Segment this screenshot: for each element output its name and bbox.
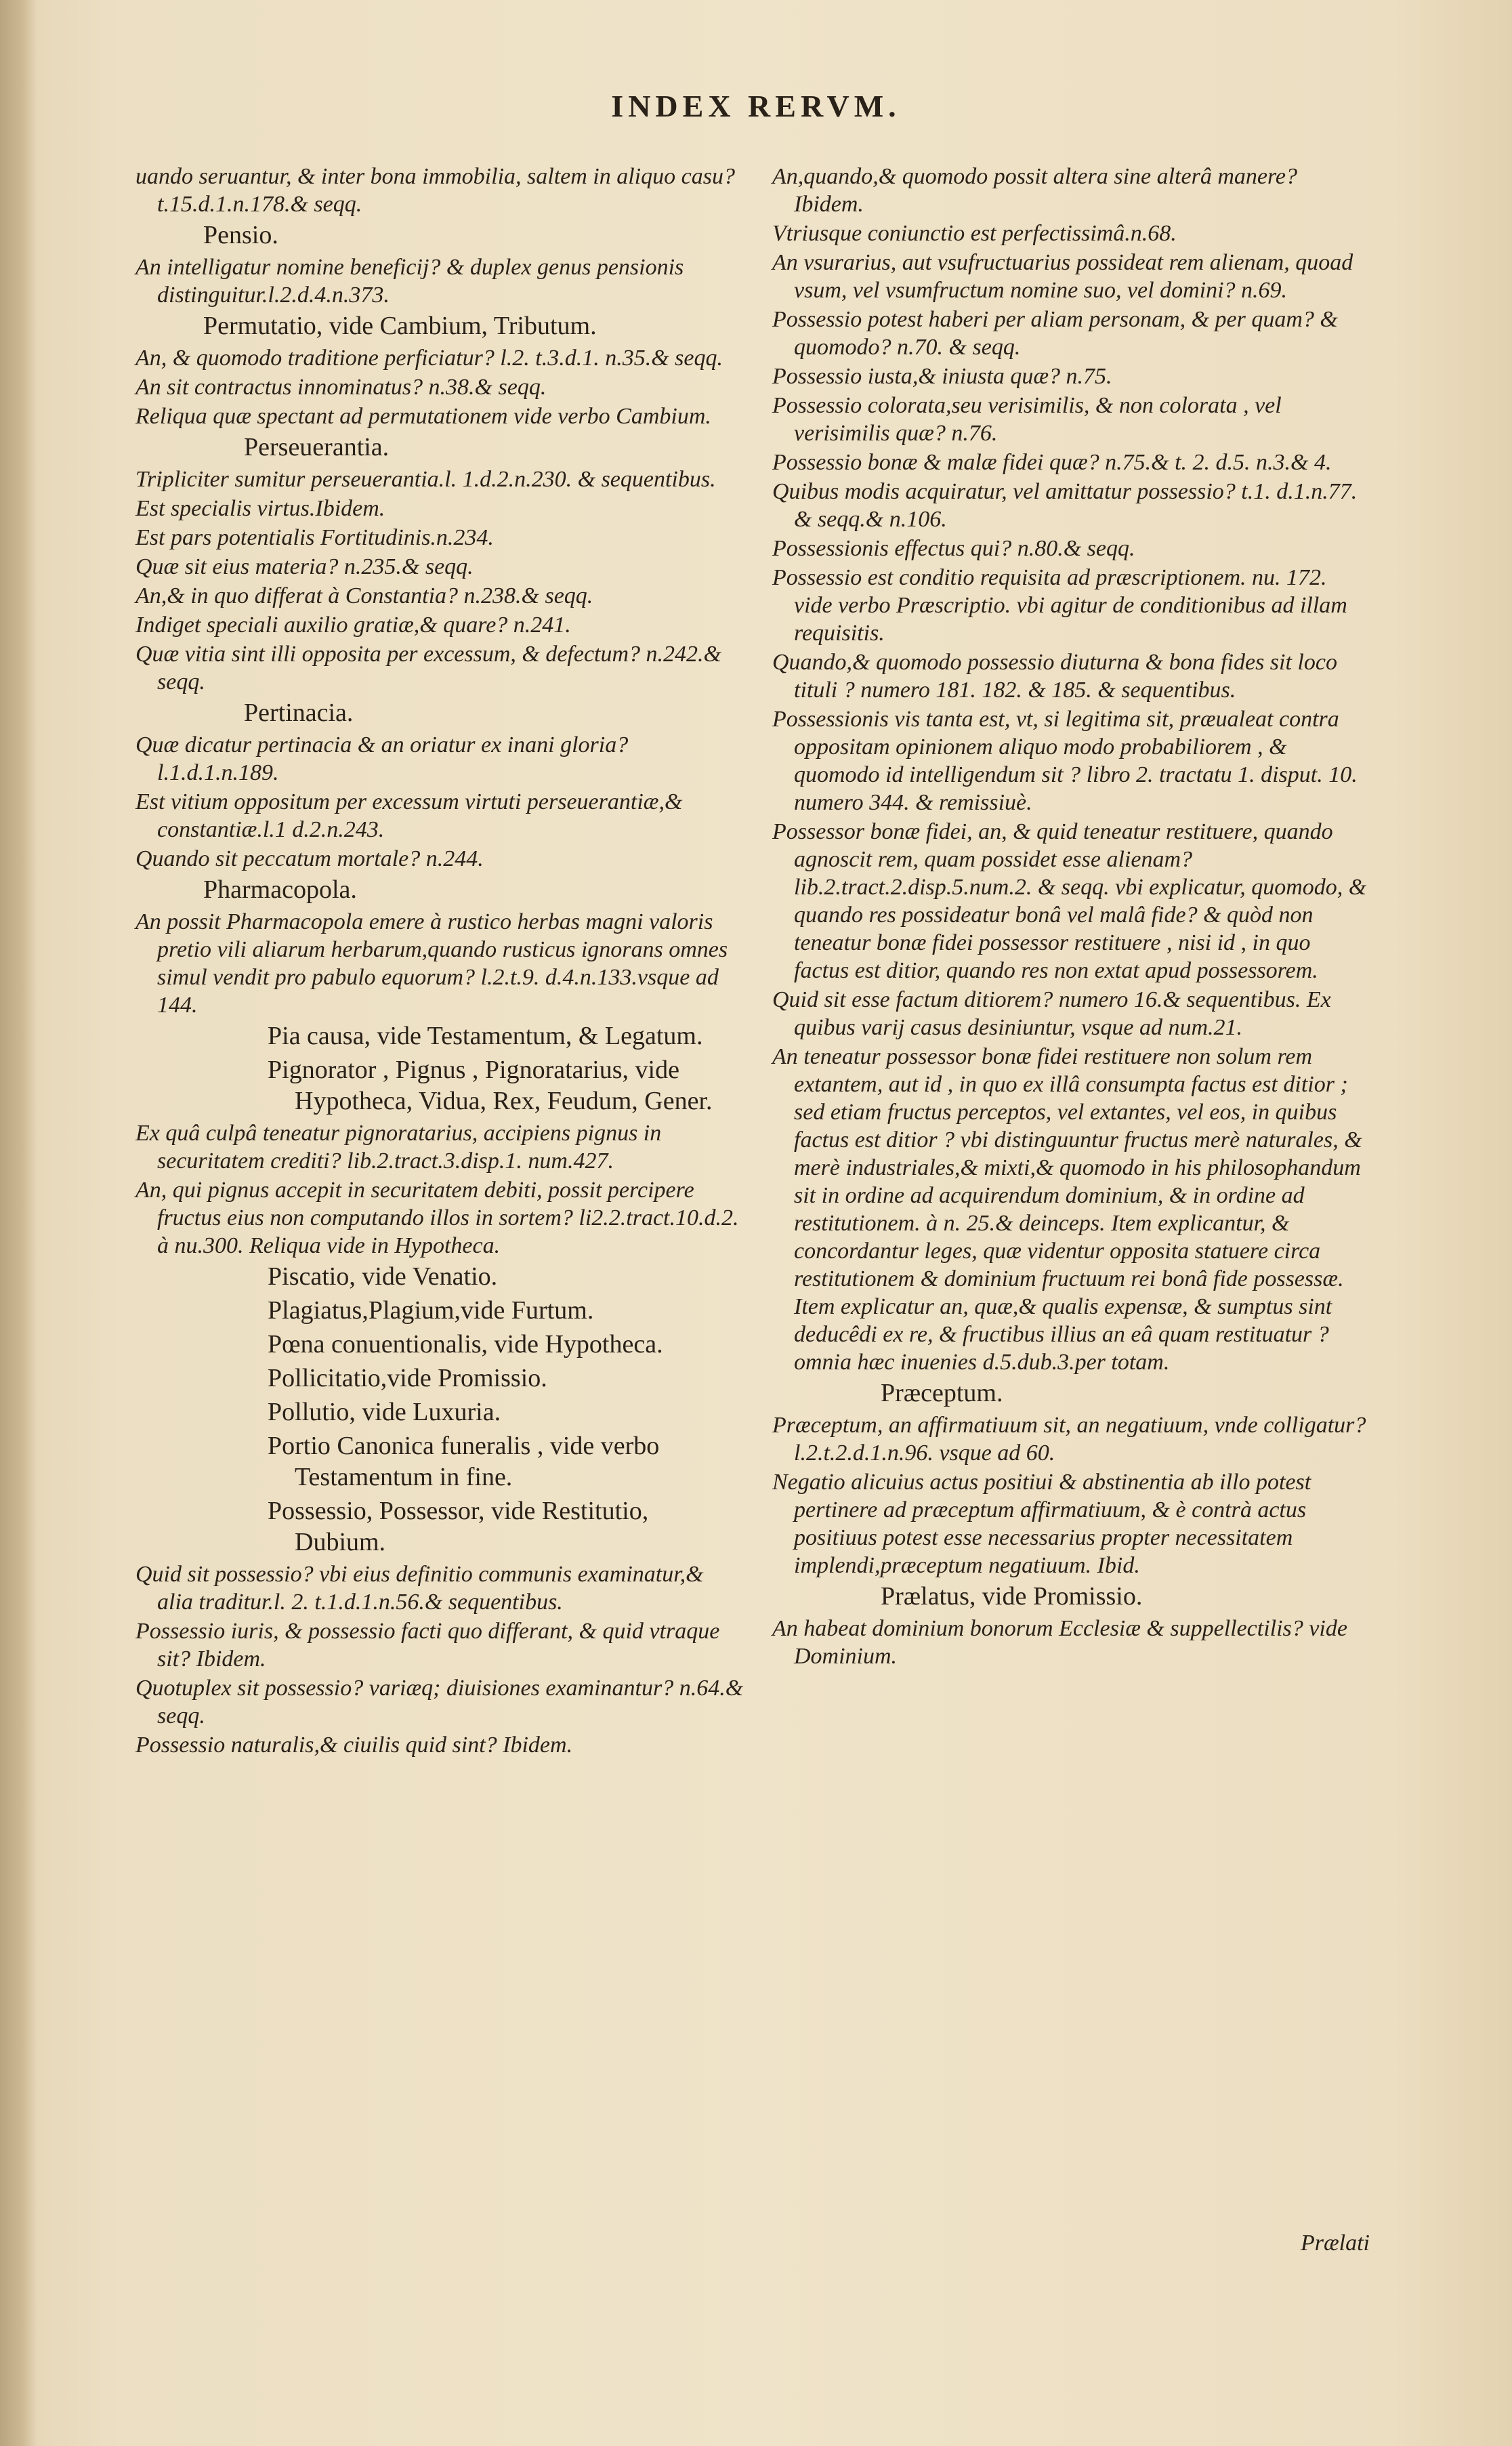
index-heading: Pertinacia. xyxy=(244,699,354,727)
index-entry: An, & quomodo traditione perficiatur? l.2. t.3.d.1. n.35.& seqq. xyxy=(135,346,723,371)
index-entry: Possessio naturalis,& ciuilis quid sint? Ibidem. xyxy=(135,1733,573,1758)
index-entry: Possessio bonæ & malæ fidei quæ? n.75.& t. 2. d.5. n.3.& 4. xyxy=(772,450,1332,475)
index-heading: Perseuerantia. xyxy=(244,433,390,461)
index-entry: Ex quâ culpâ teneatur pignoratarius, accipiens pignus in securitatem crediti? lib.2.tract.3.disp.1. num.427. xyxy=(135,1121,662,1174)
index-entry: An,quando,& quomodo possit altera sine alterâ manere? Ibidem. xyxy=(772,164,1298,217)
index-entry: Possessionis effectus qui? n.80.& seqq. xyxy=(772,536,1135,561)
index-entry: Quando,& quomodo possessio diuturna & bona fides sit loco tituli ? numero 181. 182. & 185. & sequentibus. xyxy=(772,650,1337,703)
index-entry: Possessio est conditio requisita ad præscriptionem. nu. 172. vide verbo Præscriptio. vbi agitur de conditionibus ad illam requisitis. xyxy=(772,565,1347,646)
index-entry: Negatio alicuius actus positiui & abstinentia ab illo potest pertinere ad præceptum affirmatiuum, & è contrà actus positiuus potest esse necessarius propter necessitatem implendi,præceptum negatiuum. Ibid. xyxy=(772,1470,1311,1578)
right-column xyxy=(772,163,1368,1672)
index-entry: Præceptum, an affirmatiuum sit, an negatiuum, vnde colligatur? l.2.t.2.d.1.n.96. vsque ad 60. xyxy=(772,1413,1366,1466)
index-heading: Plagiatus,Plagium,vide Furtum. xyxy=(268,1296,594,1325)
index-heading: Pœna conuentionalis, vide Hypotheca. xyxy=(268,1330,663,1359)
index-entry: Possessio iuris, & possessio facti quo differant, & quid vtraque sit? Ibidem. xyxy=(135,1619,720,1672)
index-heading: Piscatio, vide Venatio. xyxy=(268,1262,498,1291)
index-heading: Portio Canonica funeralis , vide verbo Testamentum in fine. xyxy=(268,1432,660,1491)
index-heading: Pia causa, vide Testamentum, & Legatum. xyxy=(268,1022,703,1050)
index-entry: Tripliciter sumitur perseuerantia.l. 1.d.2.n.230. & sequentibus. xyxy=(135,467,716,492)
index-entry: Quid sit esse factum ditiorem? numero 16.& sequentibus. Ex quibus varij casus desiniuntur, vsque ad num.21. xyxy=(772,987,1331,1040)
index-entry: An sit contractus innominatus? n.38.& seqq. xyxy=(135,375,547,400)
index-heading: Prælatus, vide Promissio. xyxy=(881,1582,1143,1611)
index-entry: An, qui pignus accepit in securitatem debiti, possit percipere fructus eius non computando illos in sortem? li2.2.tract.10.d.2. à nu.300. Reliqua vide in Hypotheca. xyxy=(135,1178,739,1258)
index-entry: Possessio potest haberi per aliam personam, & per quam? & quomodo? n.70. & seqq. xyxy=(772,307,1338,360)
index-entry: Quæ vitia sint illi opposita per excessum, & defectum? n.242.& seqq. xyxy=(135,642,722,695)
index-entry: Quotuplex sit possessio? variæq; diuisiones examinantur? n.64.& seqq. xyxy=(135,1676,744,1728)
index-heading: Pollicitatio,vide Promissio. xyxy=(268,1364,547,1392)
index-heading: Pollutio, vide Luxuria. xyxy=(268,1398,501,1426)
index-entry: Est vitium oppositum per excessum virtuti perseuerantiæ,& constantiæ.l.1 d.2.n.243. xyxy=(135,789,683,842)
catchword: Prælati xyxy=(1300,2231,1370,2256)
index-heading: Permutatio, vide Cambium, Tributum. xyxy=(203,312,597,340)
index-entry: Quando sit peccatum mortale? n.244. xyxy=(135,846,484,871)
index-entry: An intelligatur nomine beneficij? & duplex genus pensionis distinguitur.l.2.d.4.n.373. xyxy=(135,255,684,308)
index-entry: Quæ sit eius materia? n.235.& seqq. xyxy=(135,554,474,579)
index-heading: Pignorator , Pignus , Pignoratarius, vide Hypotheca, Vidua, Rex, Feudum, Gener. xyxy=(268,1056,713,1115)
index-entry: Possessionis vis tanta est, vt, si legitima sit, præualeat contra oppositam opinionem aliquo modo probabiliorem , & quomodo id intelligendum sit ? libro 2. tractatu 1. disput. 10. numero 344. & remissiuè. xyxy=(772,707,1358,815)
left-column xyxy=(135,163,745,1760)
index-entry: Reliqua quæ spectant ad permutationem vide verbo Cambium. xyxy=(135,404,711,429)
index-entry: An teneatur possessor bonæ fidei restituere non solum rem extantem, aut id , in quo ex illâ consumpta factus est ditior ; sed etiam fructus perceptos, vel extantes, vel eos, in quibus factus est ditior ? vbi distinguuntur fructus merè naturales, & merè industriales,& mixti,& quomodo in his philosophandum sit in ordine ad acquirendum dominium, & in ordine ad restitutionem. à n. 25.& deinceps. Item explicantur, & concordantur leges, quæ videntur opposita statuere circa restitutionem & dominium fructuum rei bonâ fide possessæ. Item explicatur an, quæ,& qualis expensæ, & sumptus sint deducêdi ex re, & fructibus illius an eâ quam restituatur ? omnia hæc inuenies d.5.dub.3.per totam. xyxy=(772,1044,1362,1375)
index-entry: Quibus modis acquiratur, vel amittatur possessio? t.1. d.1.n.77. & seqq.& n.106. xyxy=(772,479,1358,532)
index-heading: Possessio, Possessor, vide Restitutio, Dubium. xyxy=(268,1497,649,1556)
index-heading: Pharmacopola. xyxy=(203,875,357,904)
index-entry: An habeat dominium bonorum Ecclesiæ & suppellectilis? vide Dominium. xyxy=(772,1616,1347,1669)
index-entry: Indiget speciali auxilio gratiæ,& quare? n.241. xyxy=(135,613,571,638)
index-heading: Pensio. xyxy=(203,221,278,249)
index-entry: Possessio colorata,seu verisimilis, & non colorata , vel verisimilis quæ? n.76. xyxy=(772,393,1282,446)
index-entry: An vsurarius, aut vsufructuarius possideat rem alienam, quoad vsum, vel vsumfructum nomine suo, vel domini? n.69. xyxy=(772,250,1353,303)
page-header: INDEX RERVM. xyxy=(611,89,901,123)
index-entry: Possessio iusta,& iniusta quæ? n.75. xyxy=(772,364,1112,389)
index-entry: Quæ dicatur pertinacia & an oriatur ex inani gloria? l.1.d.1.n.189. xyxy=(135,732,629,785)
index-entry: Quid sit possessio? vbi eius definitio communis examinatur,& alia traditur.l. 2. t.1.d.1.n.56.& sequentibus. xyxy=(135,1562,704,1615)
index-entry: Est specialis virtus.Ibidem. xyxy=(135,496,385,521)
binding-shadow xyxy=(0,0,37,2446)
index-entry: uando seruantur, & inter bona immobilia, saltem in aliquo casu? t.15.d.1.n.178.& seqq. xyxy=(135,164,735,217)
index-entry: Vtriusque coniunctio est perfectissimâ.n.68. xyxy=(772,221,1177,246)
index-heading: Præceptum. xyxy=(881,1379,1003,1407)
index-entry: An,& in quo differat à Constantia? n.238.& seqq. xyxy=(135,583,593,608)
index-entry: An possit Pharmacopola emere à rustico herbas magni valoris pretio vili aliarum herbarum,quando rusticus ignorans omnes simul vendit pro pabulo equorum? l.2.t.9. d.4.n.133.vsque ad 144. xyxy=(135,909,728,1018)
index-entry: Possessor bonæ fidei, an, & quid teneatur restituere, quando agnoscit rem, quam possidet esse alienam? lib.2.tract.2.disp.5.num.2. & seqq. vbi explicatur, quomodo, & quando res possideatur bonâ vel malâ fide? & quòd non teneatur bonæ fidei possessor restituere , nisi id , in quo factus est ditior, quando res non extat apud possessorem. xyxy=(772,819,1367,983)
index-entry: Est pars potentialis Fortitudinis.n.234. xyxy=(135,525,494,550)
